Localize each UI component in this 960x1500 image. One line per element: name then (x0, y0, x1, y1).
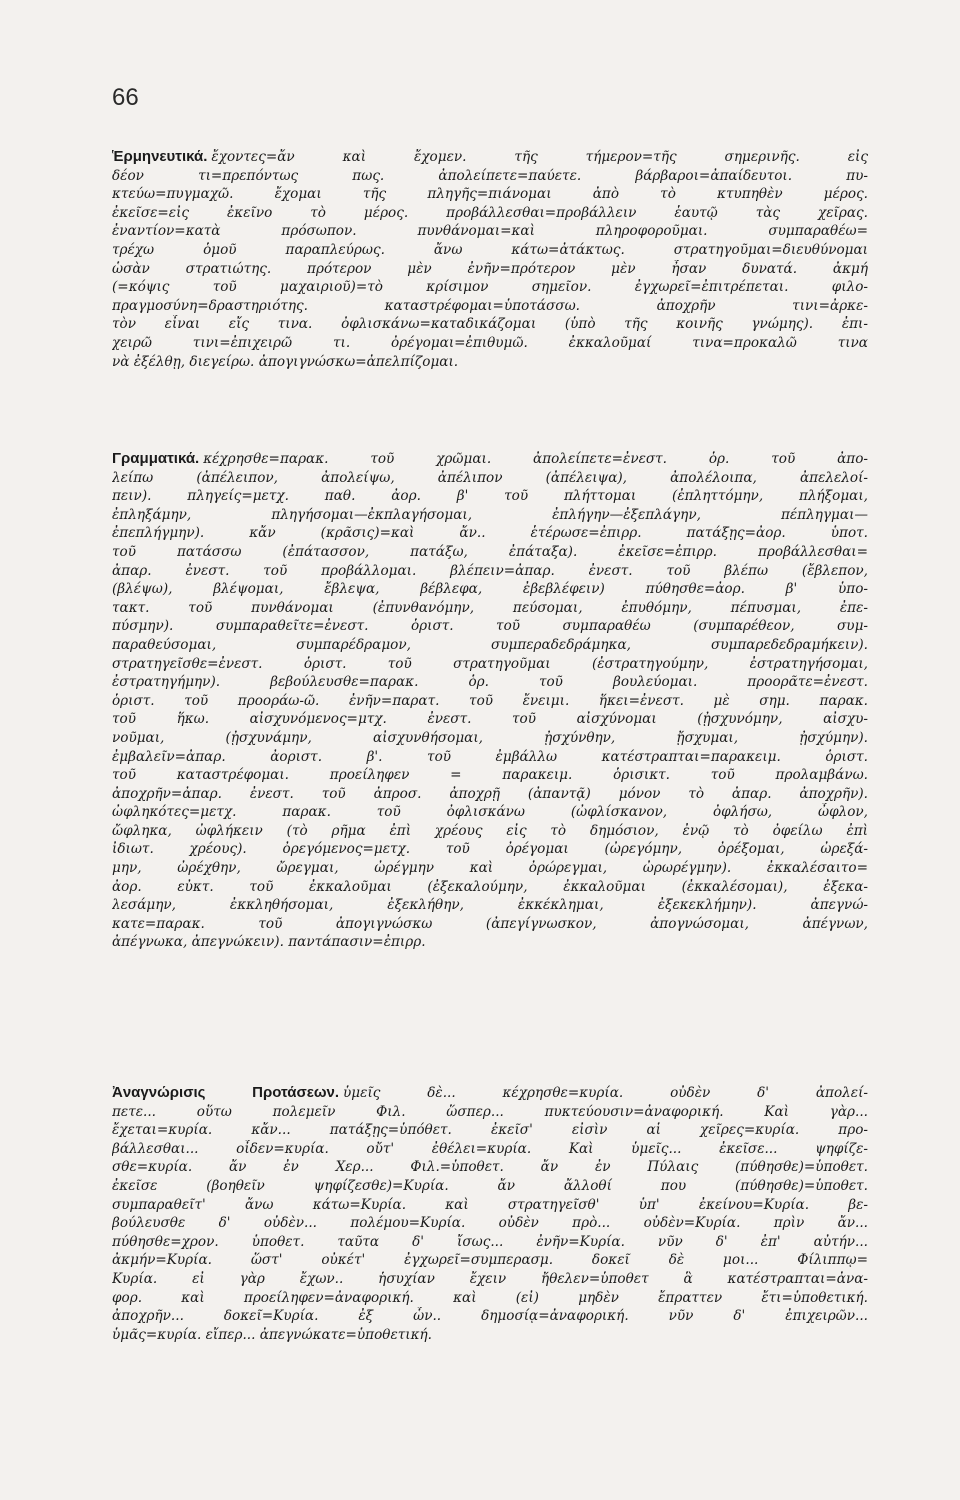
text-line (112, 1251, 868, 1270)
text-line (112, 524, 868, 543)
line-text: ὁριστ. τοῦ προοράω-ῶ. ἐνῆν=παρατ. τοῦ ἔνειμι. ἥκει=ἐνεστ. μὲ σημ. παρακ. (112, 692, 868, 709)
text-line (112, 222, 868, 241)
text-line (112, 580, 868, 599)
line-text: συμπαραθεῖτ' ἄνω κάτω=Κυρία. καὶ στρατηγεῖσθ' ὑπ' ἐκείνου=Κυρία. βε- (112, 1196, 868, 1213)
line-text: λείπω (ἀπέλειπον, ἀπολείψω, ἀπέλιπον (ἀπέλειψα), ἀπολέλοιπα, ἀπελελοί- (112, 469, 868, 486)
section-heading: Ἀναγνώρισις Προτάσεων. (112, 1084, 340, 1101)
text-line (112, 1214, 868, 1233)
line-text: πύθησθε=χρον. ὑποθετ. ταῦτα δ' ἴσως... ἐνῆν=Κυρία. νῦν δ' ἐπ' αὐτήν... (112, 1233, 868, 1250)
line-text: βάλλεσθαι... οἶδεν=κυρία. οὔτ' ἐθέλει=κυρία. Καὶ ὑμεῖς... ἐκεῖσε... ψηφίζε- (112, 1140, 868, 1157)
line-text: βούλευσθε δ' οὐδὲν... πολέμου=Κυρία. οὐδὲν πρὸ... οὐδὲν=Κυρία. πρὶν ἄν... (112, 1215, 868, 1232)
text-line (112, 353, 868, 372)
text-line (112, 562, 868, 581)
text-line (112, 487, 868, 506)
line-text: ἐπεπλήγμην). κἄν (κρᾶσις)=καὶ ἄν.. ἑτέρωσε=ἐπιρρ. πατάξῃς=ἀορ. ὑποτ. (112, 525, 868, 542)
line-text: (=κόψις τοῦ μαχαιριοῦ)=τὸ κρίσιμον σημεῖον. ἐγχωρεῖ=ἐπιτρέπεται. φιλο- (112, 279, 868, 296)
line-text: ἀποχρῆν=ἀπαρ. ἐνεστ. τοῦ ἀπροσ. ἀποχρῇ (ἀπαντᾷ) μόνον τὸ ἀπαρ. ἀποχρῆν). (112, 785, 868, 802)
text-line (112, 896, 868, 915)
line-text: κέχρησθε=παρακ. τοῦ χρῶμαι. ἀπολείπετε=ἐνεστ. ὁρ. τοῦ ἀπο- (203, 451, 868, 467)
line-text: ἔχεται=κυρία. κἄν... πατάξῃς=ὑπόθετ. ἐκεῖσ' εἰσὶν αἱ χεῖρες=κυρία. προ- (112, 1122, 868, 1139)
line-text: ἐναντίον=κατὰ πρόσωπον. πυνθάνομαι=καὶ πληροφοροῦμαι. συμπαραθέω= (112, 223, 868, 240)
text-line (112, 1084, 868, 1103)
text-line (112, 729, 868, 748)
line-text: πραγμοσύνη=δραστηριότης. καταστρέφομαι=ὑποτάσσω. ἀποχρῆν τινι=ἀρκε- (112, 297, 868, 314)
line-text: τὸν εἶναι εἴς τινα. ὀφλισκάνω=καταδικάζομαι (ὑπὸ τῆς κοινῆς γνώμης). ἐπι- (112, 316, 868, 333)
line-text: ὠφληκότες=μετχ. παρακ. τοῦ ὀφλισκάνω (ὠφλίσκανον, ὀφλήσω, ὦφλον, (112, 804, 868, 821)
text-line (112, 185, 868, 204)
text-line (112, 204, 868, 223)
text-line (112, 599, 868, 618)
text-line (112, 748, 868, 767)
text-line (112, 469, 868, 488)
line-text: χειρῶ τινι=ἐπιχειρῶ τι. ὀρέγομαι=ἐπιθυμῶ. ἐκκαλοῦμαί τινα=προκαλῶ τινα (112, 334, 868, 351)
line-text: πετε... οὕτω πολεμεῖν Φιλ. ὥσπερ... πυκτεύουσιν=ἀναφορική. Καὶ γὰρ... (112, 1103, 868, 1120)
line-text: νοῦμαι, (ᾐσχυνάμην, αἰσχυνθήσομαι, ᾐσχύνθην, ᾔσχυμαι, ᾐσχύμην). (112, 729, 868, 746)
line-text: ἀπαρ. ἐνεστ. τοῦ προβάλλομαι. βλέπειν=ἀπαρ. ἐνεστ. τοῦ βλέπω (ἔβλεπον, (112, 562, 868, 579)
line-text: ὑμεῖς δὲ... κέχρησθε=κυρία. οὐδὲν δ' ἀπολεί- (343, 1085, 868, 1101)
page-number: 66 (112, 84, 139, 111)
text-line (112, 278, 868, 297)
text-line (112, 785, 868, 804)
text-line (112, 1158, 868, 1177)
text-line (112, 878, 868, 897)
section-heading: Ἑρμηνευτικά. (112, 148, 208, 165)
text-line (112, 655, 868, 674)
line-text: δέον τι=πρεπόντως πως. ἀπολείπετε=παύετε. βάρβαροι=ἀπαίδευτοι. πυ- (112, 167, 868, 184)
line-text: πύσμην). συμπαραθεῖτε=ἐνεστ. ὁριστ. τοῦ συμπαραθέω (συμπαρέθεον, συμ- (112, 618, 868, 635)
section-heading: Γραμματικά. (112, 450, 200, 467)
text-line (112, 1270, 868, 1289)
line-text: τοῦ καταστρέφομαι. προείληφεν = παρακειμ. ὁρισικτ. τοῦ προλαμβάνω. (112, 767, 868, 784)
text-line (112, 1103, 868, 1122)
text-line (112, 450, 868, 469)
line-text: τακτ. τοῦ πυνθάνομαι (ἐπυνθανόμην, πεύσομαι, ἐπυθόμην, πέπυσμαι, ἐπε- (112, 599, 868, 616)
text-line (112, 617, 868, 636)
text-line (112, 1177, 868, 1196)
line-text: φορ. καὶ προείληφεν=ἀναφορική. καὶ (εἰ) μηδὲν ἔπραττεν ἔτι=ὑποθετική. (112, 1289, 868, 1306)
text-line (112, 334, 868, 353)
text-line (112, 506, 868, 525)
section-hermeneutika (112, 148, 868, 371)
text-line (112, 840, 868, 859)
line-text: κτεύω=πυγμαχῶ. ἔχομαι τῆς πληγῆς=πιάνομαι ἀπὸ τὸ κτυπηθὲν μέρος. (112, 186, 868, 203)
text-line (112, 673, 868, 692)
line-text: (βλέψω), βλέψομαι, ἔβλεψα, βέβλεφα, ἐβεβλέφειν) πύθησθε=ἀορ. β' ὑπο- (112, 581, 868, 598)
line-text: παραθεύσομαι, συμπαρέδραμον, συμπεραδεδράμηκα, συμπαρεδεδραμήκειν). (112, 636, 868, 653)
line-text: ἐκεῖσε (βοηθεῖν ψηφίζεσθε)=Κυρία. ἄν ἄλλοθί που (πύθησθε)=ὑποθετ. (112, 1177, 868, 1194)
text-line (112, 1307, 868, 1326)
line-text: ἐκεῖσε=εἰς ἐκεῖνο τὸ μέρος. προβάλλεσθαι=προβάλλειν ἑαυτῷ τὰς χεῖρας. (112, 204, 868, 221)
text-line (112, 241, 868, 260)
text-line (112, 148, 868, 167)
line-text: σθε=κυρία. ἄν ἐν Χερ... Φιλ.=ὑποθετ. ἄν ἐν Πύλαις (πύθησθε)=ὑποθετ. (112, 1159, 868, 1176)
text-line (112, 167, 868, 186)
text-line (112, 1326, 868, 1345)
line-text: ἀπέγνωκα, ἀπεγνώκειν). παντάπασιν=ἐπιρρ. (112, 934, 426, 951)
text-line (112, 822, 868, 841)
text-line (112, 692, 868, 711)
line-text: τοῦ πατάσσω (ἐπάτασσον, πατάξω, ἐπάταξα). ἐκεῖσε=ἐπιρρ. προβάλλεσθαι= (112, 543, 868, 560)
text-line (112, 1140, 868, 1159)
line-text: ἐστρατηγήμην). βεβούλευσθε=παρακ. ὁρ. τοῦ βουλεύομαι. προορᾶτε=ἐνεστ. (112, 674, 868, 691)
text-line (112, 933, 868, 952)
text-line (112, 543, 868, 562)
text-line (112, 859, 868, 878)
text-line (112, 297, 868, 316)
section-anagnorisis-protaseon (112, 1084, 868, 1344)
line-text: κατε=παρακ. τοῦ ἀπογιγνώσκω (ἀπεγίγνωσκον, ἀπογνώσομαι, ἀπέγνων, (112, 915, 868, 932)
line-text: ἔχοντες=ἄν καὶ ἔχομεν. τῆς τήμερον=τῆς σημερινῆς. εἰς (211, 149, 868, 165)
text-line (112, 803, 868, 822)
line-text: στρατηγεῖσθε=ἐνεστ. ὁριστ. τοῦ στρατηγοῦμαι (ἐστρατηγούμην, ἐστρατηγήσομαι, (112, 655, 868, 672)
line-text: ἰδιωτ. χρέους). ὀρεγόμενος=μετχ. τοῦ ὀρέγομαι (ὠρεγόμην, ὀρέξομαι, ὠρεξά- (112, 841, 868, 858)
line-text: ἀκμήν=Κυρία. ὥστ' οὐκέτ' ἐγχωρεῖ=συμπερασμ. δοκεῖ δὲ μοι... Φίλιππῳ= (112, 1252, 868, 1269)
line-text: λεσάμην, ἐκκληθήσομαι, ἐξεκλήθην, ἐκκέκλημαι, ἐξεκεκλήμην). ἀπεγνώ- (112, 897, 868, 914)
text-line (112, 710, 868, 729)
text-line (112, 260, 868, 279)
text-line (112, 1233, 868, 1252)
section-grammatika (112, 450, 868, 952)
line-text: νὰ ἐξέλθῃ, διεγείρω. ἀπογιγνώσκω=ἀπελπίζομαι. (112, 353, 459, 370)
line-text: ἀορ. εὐκτ. τοῦ ἐκκαλοῦμαι (ἐξεκαλούμην, ἐκκαλοῦμαι (ἐκκαλέσομαι), ἐξεκα- (112, 878, 868, 895)
text-line (112, 1121, 868, 1140)
text-line (112, 1196, 868, 1215)
text-line (112, 636, 868, 655)
line-text: μην, ὠρέχθην, ὤρεγμαι, ὠρέγμην καὶ ὀρώρεγμαι, ὠρωρέγμην). ἐκκαλέσαιτο= (112, 860, 868, 877)
text-line (112, 315, 868, 334)
line-text: ἐμβαλεῖν=ἀπαρ. ἀοριστ. β'. τοῦ ἐμβάλλω κατέστραπται=παρακειμ. ὁριστ. (112, 748, 868, 765)
text-line (112, 766, 868, 785)
line-text: Κυρία. εἰ γὰρ ἔχων.. ἡσυχίαν ἔχειν ἤθελεν=ὑποθετ ἃ κατέστραπται=ἀνα- (112, 1270, 868, 1287)
line-text: ὡσὰν στρατιώτης. πρότερον μὲν ἐνῆν=πρότερον μὲν ἦσαν δυνατά. ἀκμή (112, 260, 868, 277)
line-text: ἀποχρῆν... δοκεῖ=Κυρία. ἐξ ὧν.. δημοσίᾳ=ἀναφορική. νῦν δ' ἐπιχειρῶν... (112, 1308, 868, 1325)
text-line (112, 915, 868, 934)
line-text: τρέχω ὁμοῦ παραπλεύρως. ἄνω κάτω=ἀτάκτως. στρατηγοῦμαι=διευθύνομαι (112, 241, 868, 258)
line-text: ὤφληκα, ὠφλήκειν (τὸ ρῆμα ἐπὶ χρέους εἰς τὸ δημόσιον, ἐνῷ τὸ ὀφείλω ἐπὶ (112, 822, 868, 839)
line-text: πειν). πληγείς=μετχ. παθ. ἀορ. β' τοῦ πλήττομαι (ἐπληττόμην, πλήξομαι, (112, 488, 868, 505)
text-line (112, 1289, 868, 1308)
line-text: τοῦ ἥκω. αἰσχυνόμενος=μτχ. ἐνεστ. τοῦ αἰσχύνομαι (ᾐσχυνόμην, αἰσχυ- (112, 711, 868, 728)
line-text: ὑμᾶς=κυρία. εἴπερ... ἀπεγνώκατε=ὑποθετική. (112, 1326, 433, 1343)
line-text: ἐπληξάμην, πληγήσομαι—ἐκπλαγήσομαι, ἐπλήγην—ἐξεπλάγην, πέπληγμαι— (112, 506, 868, 523)
